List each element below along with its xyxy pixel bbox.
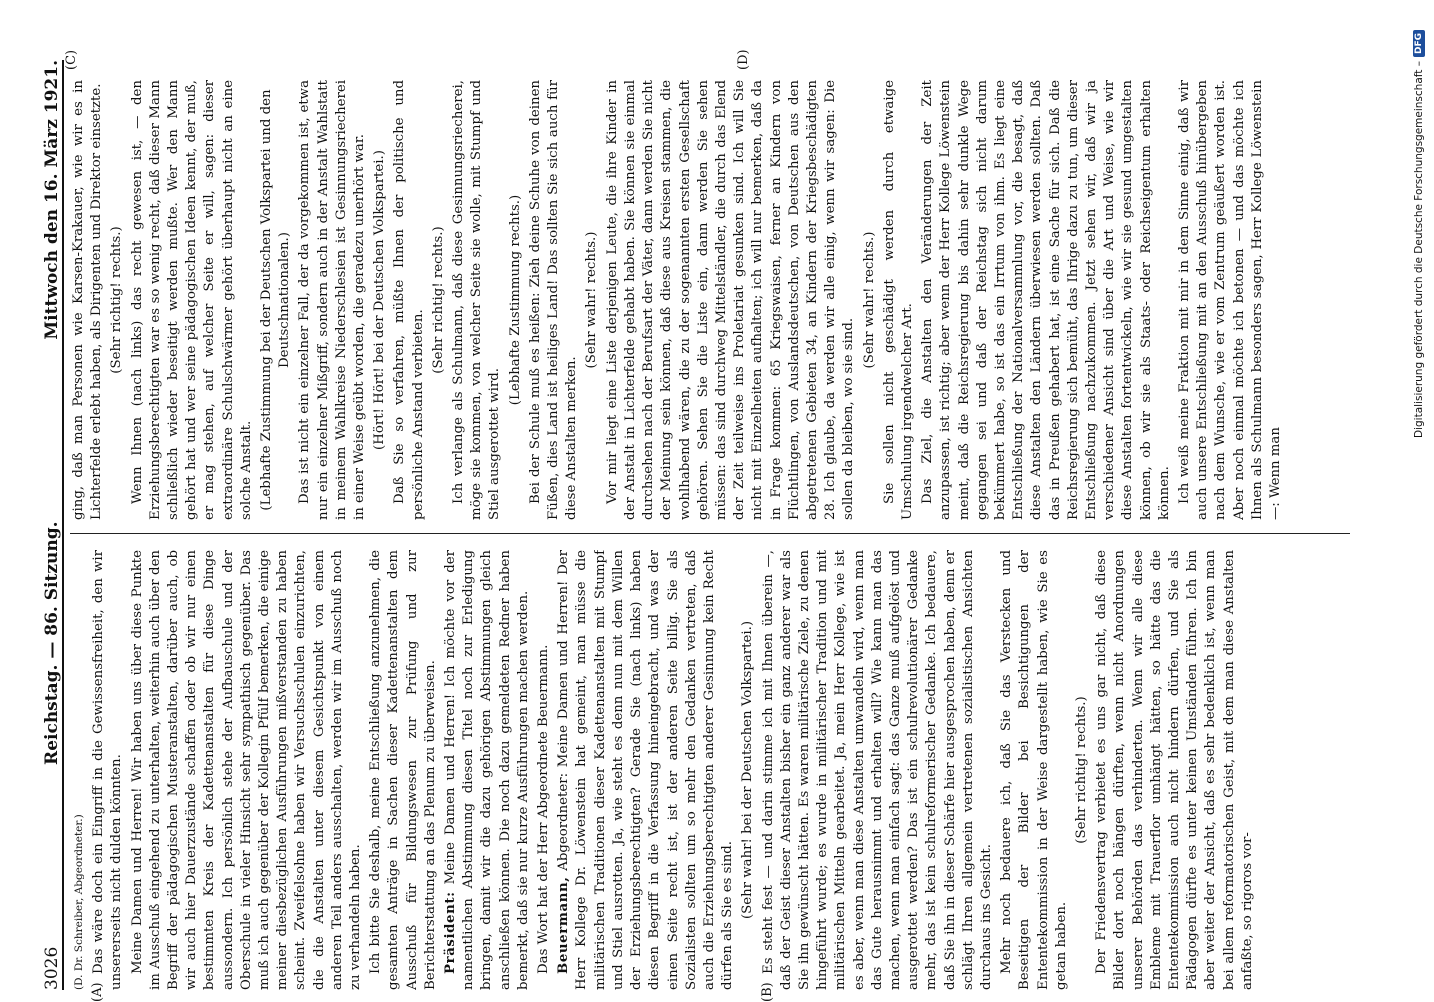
session-title: Reichstag. — 86. Sitzung.: [42, 521, 62, 765]
column-divider: [70, 533, 1350, 534]
paragraph: Mehr noch bedauere ich, daß Sie das Verstecken und Beseitigen der Bilder bei Besichtigungen der Ententekommission in der Weise dargestellt haben, wie Sie es getan haben.: [999, 550, 1069, 990]
digitization-credit: [1404, 0, 1434, 1000]
paragraph: Ich verlange als Schulmann, daß diese Gesinnungsriecherei, möge sie kommen, von welcher Seite sie wolle, mit Stumpf und Stiel ausgerottet wird.: [451, 80, 503, 520]
margin-mark-c: (C): [64, 49, 79, 70]
paragraph: Das ist nicht ein einzelner Fall, der da vorgekommen ist, etwa nur ein einzelner Mißgriff, sondern auch in der Anstalt Wahlstatt in meinem Wahlkreise Niederschlesien ist Gesinnungsriecherei in einer Weise geübt worden, die geradezu unerhört war.: [297, 80, 368, 520]
session-date: Mittwoch den 16. März 1921.: [42, 60, 62, 340]
paragraph: Daß Sie so verfahren, müßte Ihnen der politische und persönliche Anstand verbieten.: [392, 80, 426, 520]
interjection: (Sehr richtig! rechts.): [1073, 696, 1089, 844]
paragraph: [555, 550, 737, 990]
paragraph: Es steht fest — und darin stimme ich mit Ihnen überein —, daß der Geist dieser Anstalten bisher ein ganz anderer war als Sie ihn gewünscht hätten. Es waren militärische Ziele, zu denen hingeführt wurde; es wurde in militärischer Tradition und mit militärischen Mitteln gearbeitet. Ja, mein Herr Kollege, wie ist es aber, wenn man diese Anstalten umwandeln wird, wenn man das Gute herausnimmt und erhalten will? Wie kann man das machen, wenn man einfach sagt: das Ganze muß aufgelöst und ausgerottet werden? Das ist ein schulrevolutionärer Gedanke mehr, das ist kein schulreformerischer Gedanke. Ich bedauere, daß Sie ihn in dieser Schärfe hier ausgesprochen haben, denn er schlägt Ihren allgemein vertretenen sozialistischen Ansichten durchaus ins Gesicht.: [760, 550, 994, 990]
paragraph: Bei der Schule muß es heißen: Zieh deine Schuhe von deinen Füßen, dies Land ist heiliges Land! Das sollten Sie sich auch für diese Anstalten merken.: [527, 80, 580, 520]
paragraph: ging, daß man Personen wie Karsen-Krakauer, wie wir es in Lichterfelde erlebt haben, als Dirigenten und Direktor einsetzte.: [71, 80, 105, 520]
speaker-name: Präsident:: [443, 891, 459, 974]
paragraph: Sie sollen nicht geschädigt werden durch etwaige Umschulung irgendwelcher Art.: [881, 80, 915, 520]
interjection: (Hört! Hört! bei der Deutschen Volkspartei.): [372, 150, 388, 450]
margin-mark-b: (B): [760, 982, 775, 1002]
right-column: [70, 80, 1350, 520]
paragraph: Das Wort hat der Herr Abgeordnete Beuermann.: [536, 644, 552, 974]
speech-text: Abgeordneter: Meine Damen und Herren! Der Herr Kollege Dr. Löwenstein hat gemeint, man müsse die militärischen Traditionen dieser Kadettenanstalten mit Stumpf und Stiel ausrotten. Ja, wie steht es denn nun mit dem Willen der Erziehungsberechtigten? Gerade Sie (nach links) haben diesen Begriff in die Verfassung hineingebracht, und was der einen Seite recht ist, ist der anderen Seite billig. Sie als Sozialisten sollten um so mehr den Gedanken vertreten, daß auch die Erziehungsberechtigten anderer Gesinnung kein Recht dürfen als Sie es sind.: [556, 550, 736, 990]
page-number: 3026: [42, 946, 62, 990]
margin-mark-a: (A): [90, 982, 105, 1002]
interjection: (Sehr wahr! bei der Deutschen Volkspartei.): [740, 620, 756, 920]
paragraph: Das wäre doch ein Eingriff in die Gewissensfreiheit, den wir unsererseits nicht dulden könnten.: [91, 550, 125, 990]
interjection: (Sehr wahr! rechts.): [584, 231, 600, 369]
interjection: (Sehr wahr! rechts.): [861, 231, 877, 369]
interjection: (Sehr richtig! rechts.): [430, 226, 446, 374]
paragraph: Das Ziel, die Anstalten den Veränderungen der Zeit anzupassen, ist richtig; aber wenn der Herr Kollege Löwenstein meint, daß die Reichsregierung bis dahin sehr dunkle Wege gegangen sei und daß der Reichstag sich nicht darum bekümmert habe, so ist das ein Irrtum von ihm. Es liegt eine Entschließung der Nationalversammlung vor, die besagt, daß diese Anstalten den Ländern überwiesen werden sollten. Daß das in Preußen gehabert hat, ist eine Sache für sich. Daß die Reichsregierung sich bemüht, das Ihrige dazu zu tun, um dieser Entschließung nachzukommen. Jetzt sehen wir, daß wir ja verschiedener Ansicht sind über die Art und Weise, wie wir diese Anstalten fortentwickeln, wie wir sie gesund umgestalten können, ob wir sie als Staats- oder Reichseigentum erhalten können.: [920, 80, 1172, 520]
dfg-logo: DFG: [1413, 30, 1425, 57]
margin-mark-d: (D): [736, 49, 751, 70]
paragraph: [442, 550, 533, 990]
speech-text: Meine Damen und Herren! Ich möchte vor der namentlichen Abstimmung diesen Titel noch zur Erledigung bringen, damit wir die dazu gehörigen Abstimmungen gleich anschließen können. Die noch dazu gemeldeten Redner haben bemerkt, daß sie nur kurze Ausführungen machen werden.: [443, 550, 531, 990]
paragraph: Meine Damen und Herren! Wir haben uns über diese Punkte im Ausschuß eingehend zu unterhalten, weiterhin auch über den Begriff der pädagogischen Musteranstalten, darüber auch, ob wir auch hier Dauerzustände schaffen oder ob wir nur einen bestimmten Kreis der Kadettenanstalten für diese Dinge aussondern. Ich persönlich stehe der Aufbauschule und der Oberschule in vieler Hinsicht sehr sympathisch gegenüber. Das muß ich auch gegenüber der Kollegin Pfülf bemerken, die einige meiner diesbezüglichen Ausführungen mißverstanden zu haben scheint. Zweifelsohne haben wir Versuchsschulen einzurichten, die die Anstalten unter diesem Gesichtspunkt von einem anderen Teil anders ausschalten, werden wir im Ausschuß noch zu verhandeln haben.: [129, 550, 364, 990]
paragraph: Ich bitte Sie deshalb, meine Entschließung anzunehmen, die gesamten Anträge in Sachen dieser Kadettenanstalten dem Ausschuß für Bildungswesen zur Prüfung und zur Berichterstattung an das Plenum zu überweisen.: [368, 550, 438, 990]
interjection: (Lebhafte Zustimmung rechts.): [507, 194, 523, 406]
left-column: [70, 550, 1350, 990]
credit-text: Digitalisierung gefördert durch die Deutsche Forschungsgemeinschaft –: [1413, 61, 1425, 438]
paragraph: Wenn Ihnen (nach links) das recht gewesen ist, — den Erziehungsberechtigten war es so wenig recht, daß dieser Mann schließlich wieder beseitigt werden mußte. Wer den Mann gehört hat und wer seine pädagogischen Ideen kennt, der muß, er mag stehen, auf welcher Seite er will, sagen: dieser extraordinäre Schulschwärmer gehört überhaupt nicht an eine solche Anstalt.: [129, 80, 254, 520]
page-header: [22, 60, 64, 990]
paragraph: Vor mir liegt eine Liste derjenigen Leute, die ihre Kinder in der Anstalt in Lichterfelde gehabt haben. Sie können sie einmal durchsehen nach der Berufsart der Väter, dann werden Sie nicht der Meinung sein können, daß diese aus Kreisen stammen, die wohlhabend wären, die zu der sogenannten ersten Gesellschaft gehören. Sehen Sie die Liste ein, dann werden Sie sehen müssen: das sind durchweg Mittelständler, die durch das Elend der Zeit teilweise ins Proletariat gesunken sind. Ich will Sie nicht mit Einzelheiten aufhalten; ich will nur bemerken, daß da in Frage kommen: 65 Kriegswaisen, ferner an Kindern von Flüchtlingen, von Auslandsdeutschen, von Deutschen aus den abgetretenen Gebieten 34, an Kindern der Kriegsbeschädigten 28. Ich glaube, da werden wir alle einig, wenn wir sagen: Die sollen da bleiben, wo sie sind.: [604, 80, 857, 520]
interjection: (Sehr richtig! rechts.): [109, 226, 125, 374]
speaker-name: Beuermann,: [556, 876, 572, 974]
paragraph: Der Friedensvertrag verbietet es uns gar nicht, daß diese Bilder dort noch hängen dürften, wenn nicht Anordnungen unserer Behörden das verhinderten. Wenn wir alle diese Embleme mit Trauerflor umhängt hätten, so hätte das die Ententekommission auch nicht hindern dürfen, und Sie als Pädagogen dürfte es unter keinen Umständen führen. Ich bin aber weiter der Ansicht, daß es sehr bedenklich ist, wenn man bei allem reformatorischen Geist, mit dem man diese Anstalten anfaßte, so rigoros vor-: [1094, 550, 1255, 990]
paragraph: Ich weiß meine Fraktion mit mir in dem Sinne einig, daß wir auch unsere Entschließung mit an den Ausschuß hinübergeben nach dem Wunsche, wie er vom Zentrum geäußert worden ist. Aber noch einmal möchte ich betonen — und das möchte ich Ihnen als Schulmann besonders sagen, Herr Kollege Löwenstein —: Wenn man: [1176, 80, 1283, 520]
speaker-continuation: (D. Dr. Schreiber, Abgeordneter.): [73, 814, 85, 990]
interjection: (Lebhafte Zustimmung bei der Deutschen Volkspartei und den Deutschnationalen.): [259, 89, 293, 511]
